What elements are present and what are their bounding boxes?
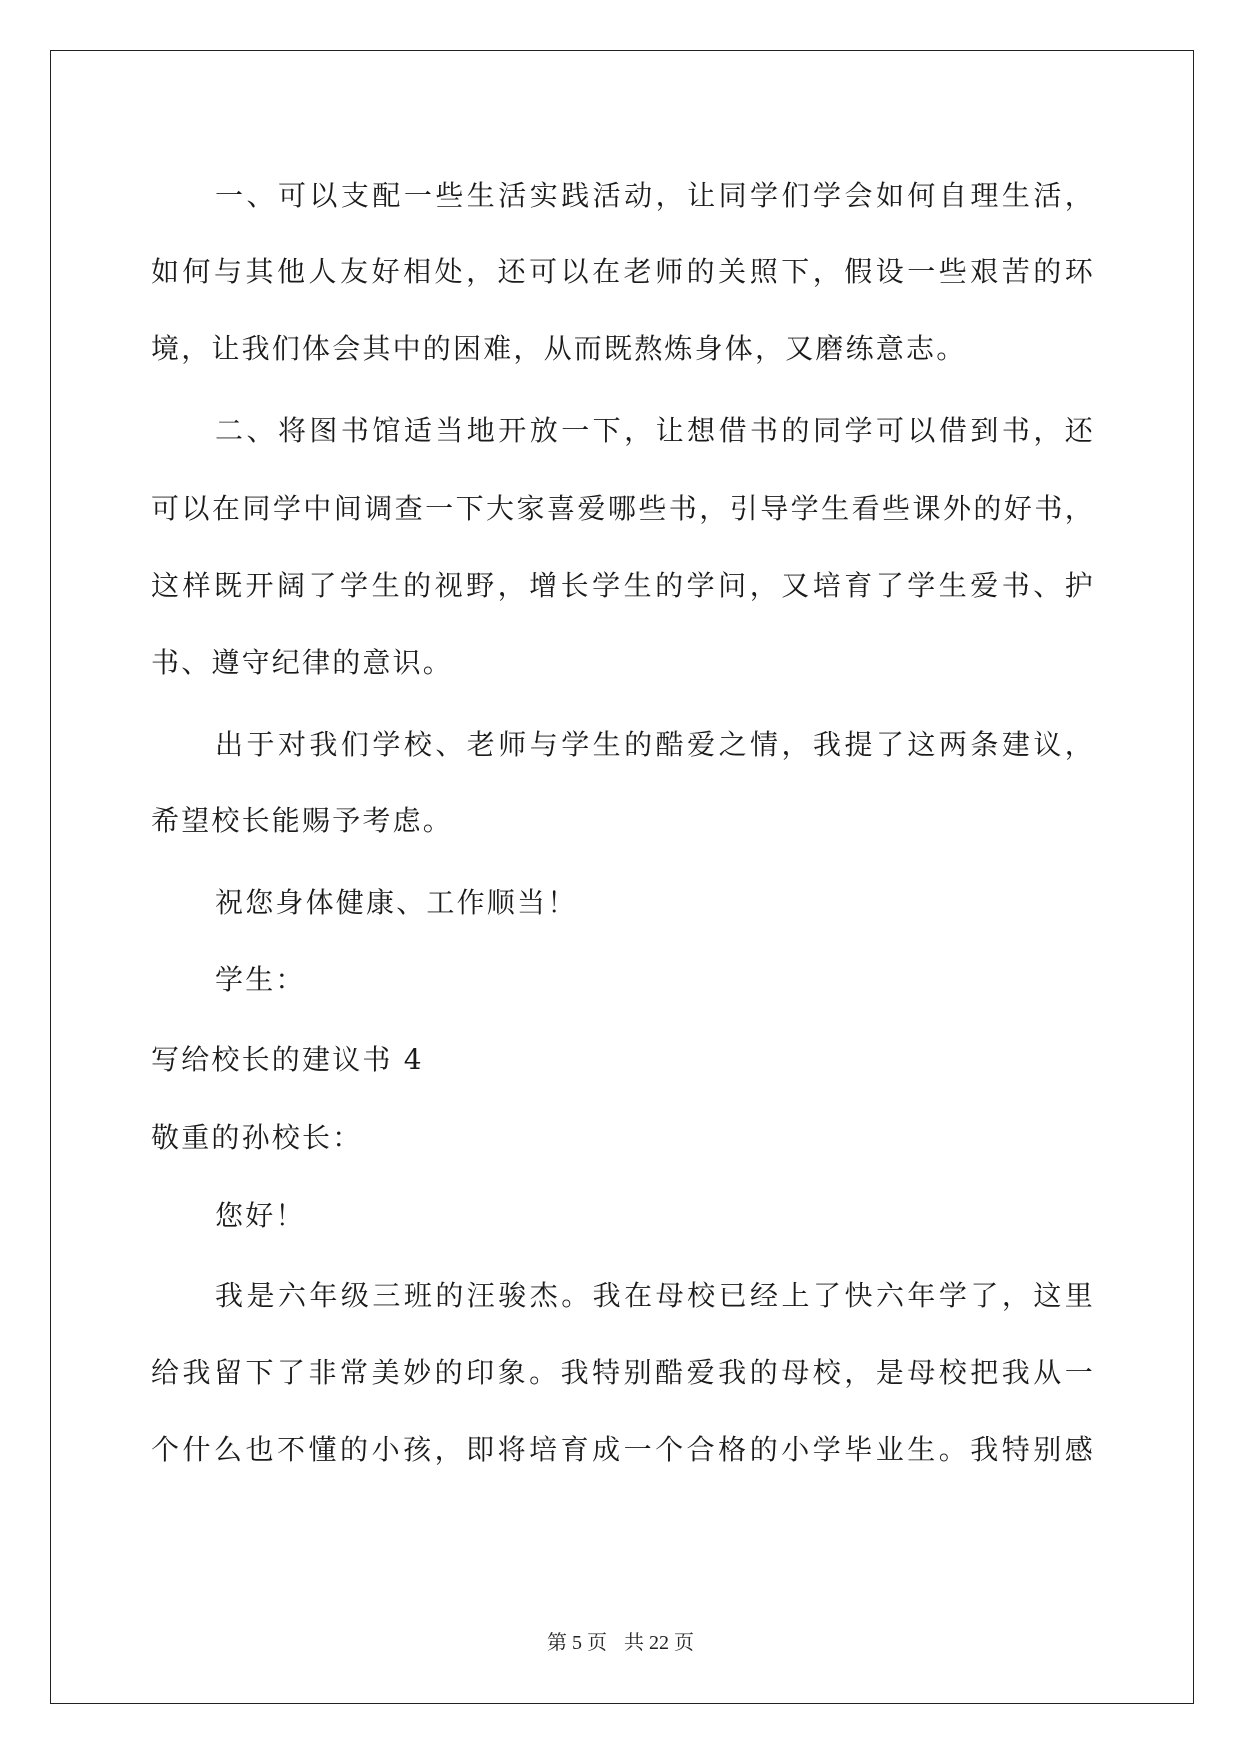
paragraph-line: 书、遵守纪律的意识。: [151, 646, 454, 679]
paragraph-line: 这样既开阔了学生的视野，增长学生的学问，又培育了学生爱书、护: [151, 569, 1095, 602]
page-number: 第 5 页: [547, 1632, 607, 1654]
page-footer: [0, 1630, 1241, 1656]
greeting: 您好！: [215, 1199, 306, 1232]
paragraph-line: 我是六年级三班的汪骏杰。我在母校已经上了快六年学了，这里: [215, 1279, 1095, 1312]
closing-wish: 祝您身体健康、工作顺当！: [215, 886, 578, 919]
paragraph-line: 可以在同学中间调查一下大家喜爱哪些书，引导学生看些课外的好书，: [151, 492, 1095, 525]
section-heading: 写给校长的建议书 4: [151, 1043, 424, 1076]
paragraph-line: 给我留下了非常美妙的印象。我特别酷爱我的母校，是母校把我从一: [151, 1356, 1095, 1389]
paragraph-line: 境，让我们体会其中的困难，从而既熬炼身体，又磨练意志。: [151, 332, 967, 365]
paragraph-line: 二、将图书馆适当地开放一下，让想借书的同学可以借到书，还: [215, 414, 1095, 447]
paragraph-line: 个什么也不懂的小孩，即将培育成一个合格的小学毕业生。我特别感: [151, 1433, 1095, 1466]
page-total: 共 22 页: [624, 1632, 694, 1654]
paragraph-line: 出于对我们学校、老师与学生的酷爱之情，我提了这两条建议，: [215, 728, 1095, 761]
paragraph-line: 如何与其他人友好相处，还可以在老师的关照下，假设一些艰苦的环: [151, 255, 1095, 288]
paragraph-line: 一、可以支配一些生活实践活动，让同学们学会如何自理生活，: [215, 179, 1095, 212]
salutation: 敬重的孙校长：: [151, 1121, 363, 1154]
paragraph-line: 希望校长能赐予考虑。: [151, 804, 454, 837]
signature-label: 学生：: [215, 963, 306, 996]
